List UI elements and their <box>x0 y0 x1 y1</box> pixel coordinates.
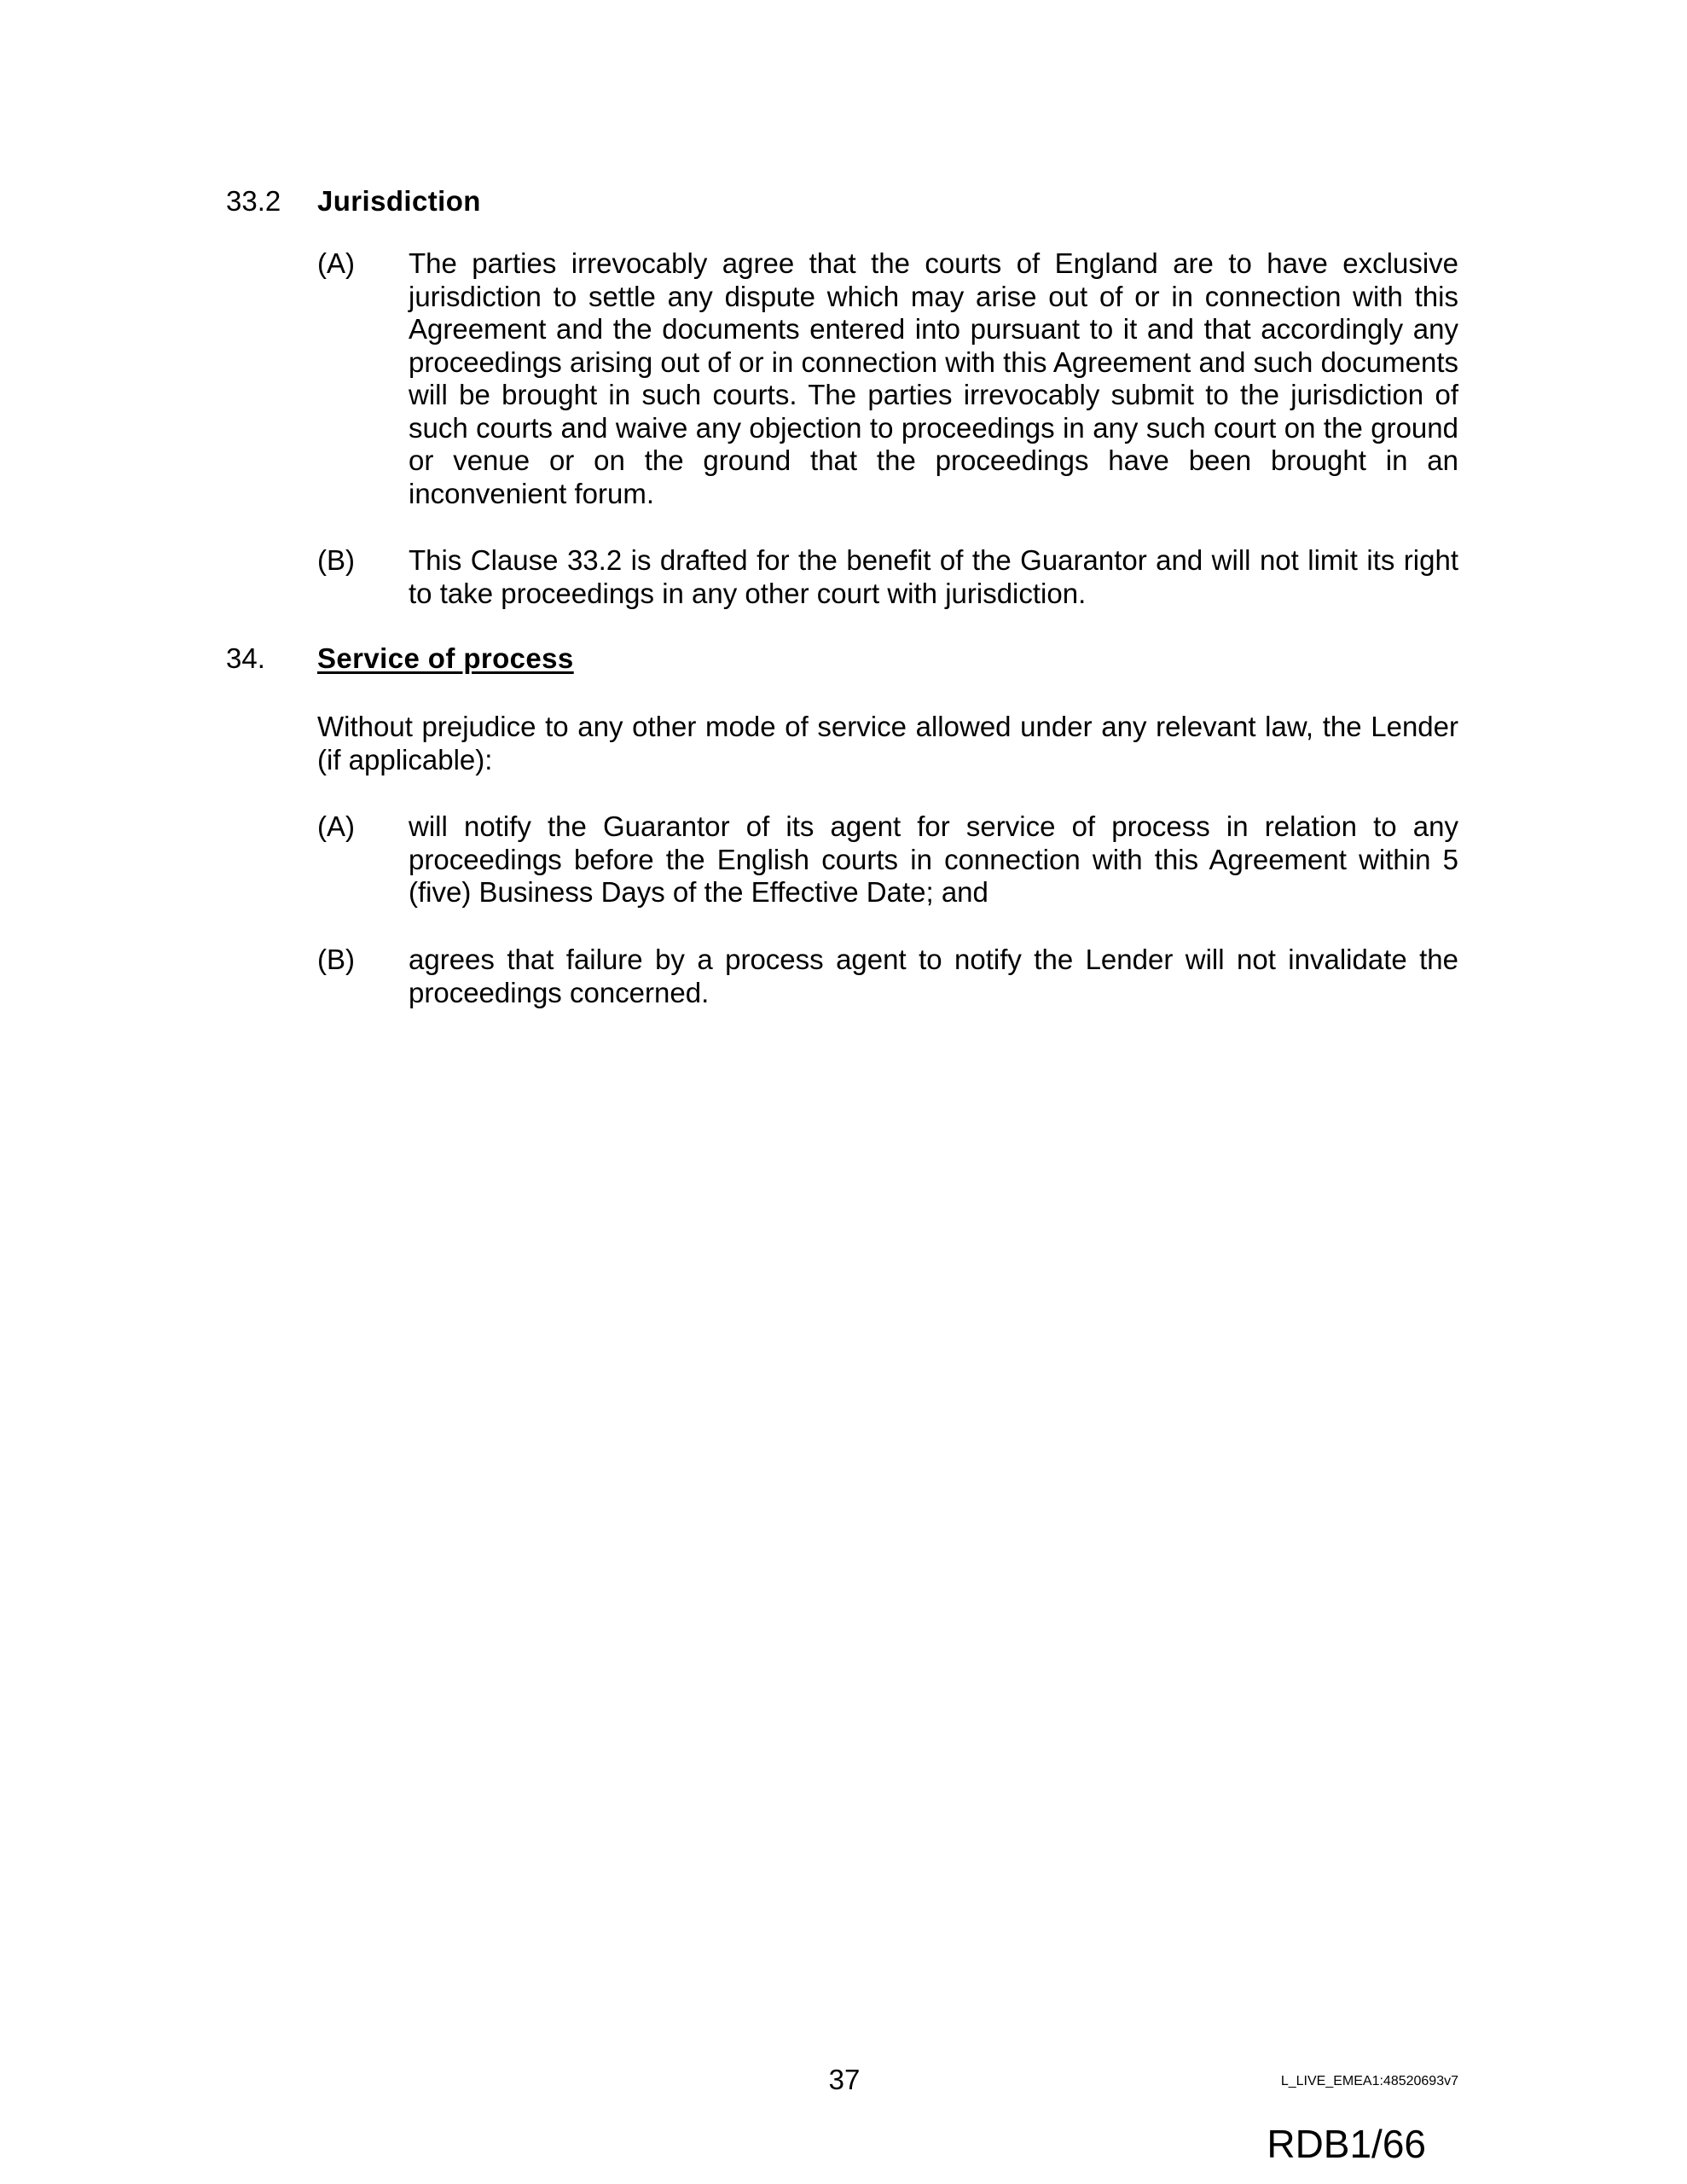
item-label: (A) <box>317 247 355 279</box>
item-text: The parties irrevocably agree that the courts of England are to have exclusive jurisdiction to settle any dispute which may arise out of or in connection with this Agreement and the documents entered into pursuant to it and that accordingly any proceedings arising out of or in connection with this Agreement and such documents will be brought in such courts. The parties irrevocably submit to the jurisdiction of such courts and waive any objection to proceedings in any such court on the ground or venue or on the ground that the proceedings have been brought in an inconvenient forum. <box>409 247 1458 509</box>
item-label: (A) <box>317 810 355 842</box>
item-text: agrees that failure by a process agent to notify the Lender will not invalidate the proceedings concerned. <box>409 944 1458 1008</box>
item-text: This Clause 33.2 is drafted for the benefit of the Guarantor and will not limit its right to take proceedings in any other court with jurisdiction. <box>409 544 1458 609</box>
bundle-page-stamp: RDB1/66 <box>1267 2122 1426 2166</box>
clause-34-intro: Without prejudice to any other mode of service allowed under any relevant law, the Lender (if applicable): <box>317 711 1458 775</box>
clause-title: Service of process <box>317 642 574 674</box>
clause-title: Jurisdiction <box>317 185 481 217</box>
document-reference: L_LIVE_EMEA1:48520693v7 <box>1280 2074 1458 2088</box>
clause-number: 34. <box>226 642 265 674</box>
item-text: will notify the Guarantor of its agent for service of process in relation to any proceedings before the English courts in connection with this Agreement within 5 (five) Business Days of the Effective Date; and <box>409 810 1458 908</box>
clause-number: 33.2 <box>226 185 281 217</box>
page-number: 37 <box>828 2064 861 2095</box>
item-label: (B) <box>317 944 355 975</box>
item-label: (B) <box>317 544 355 576</box>
